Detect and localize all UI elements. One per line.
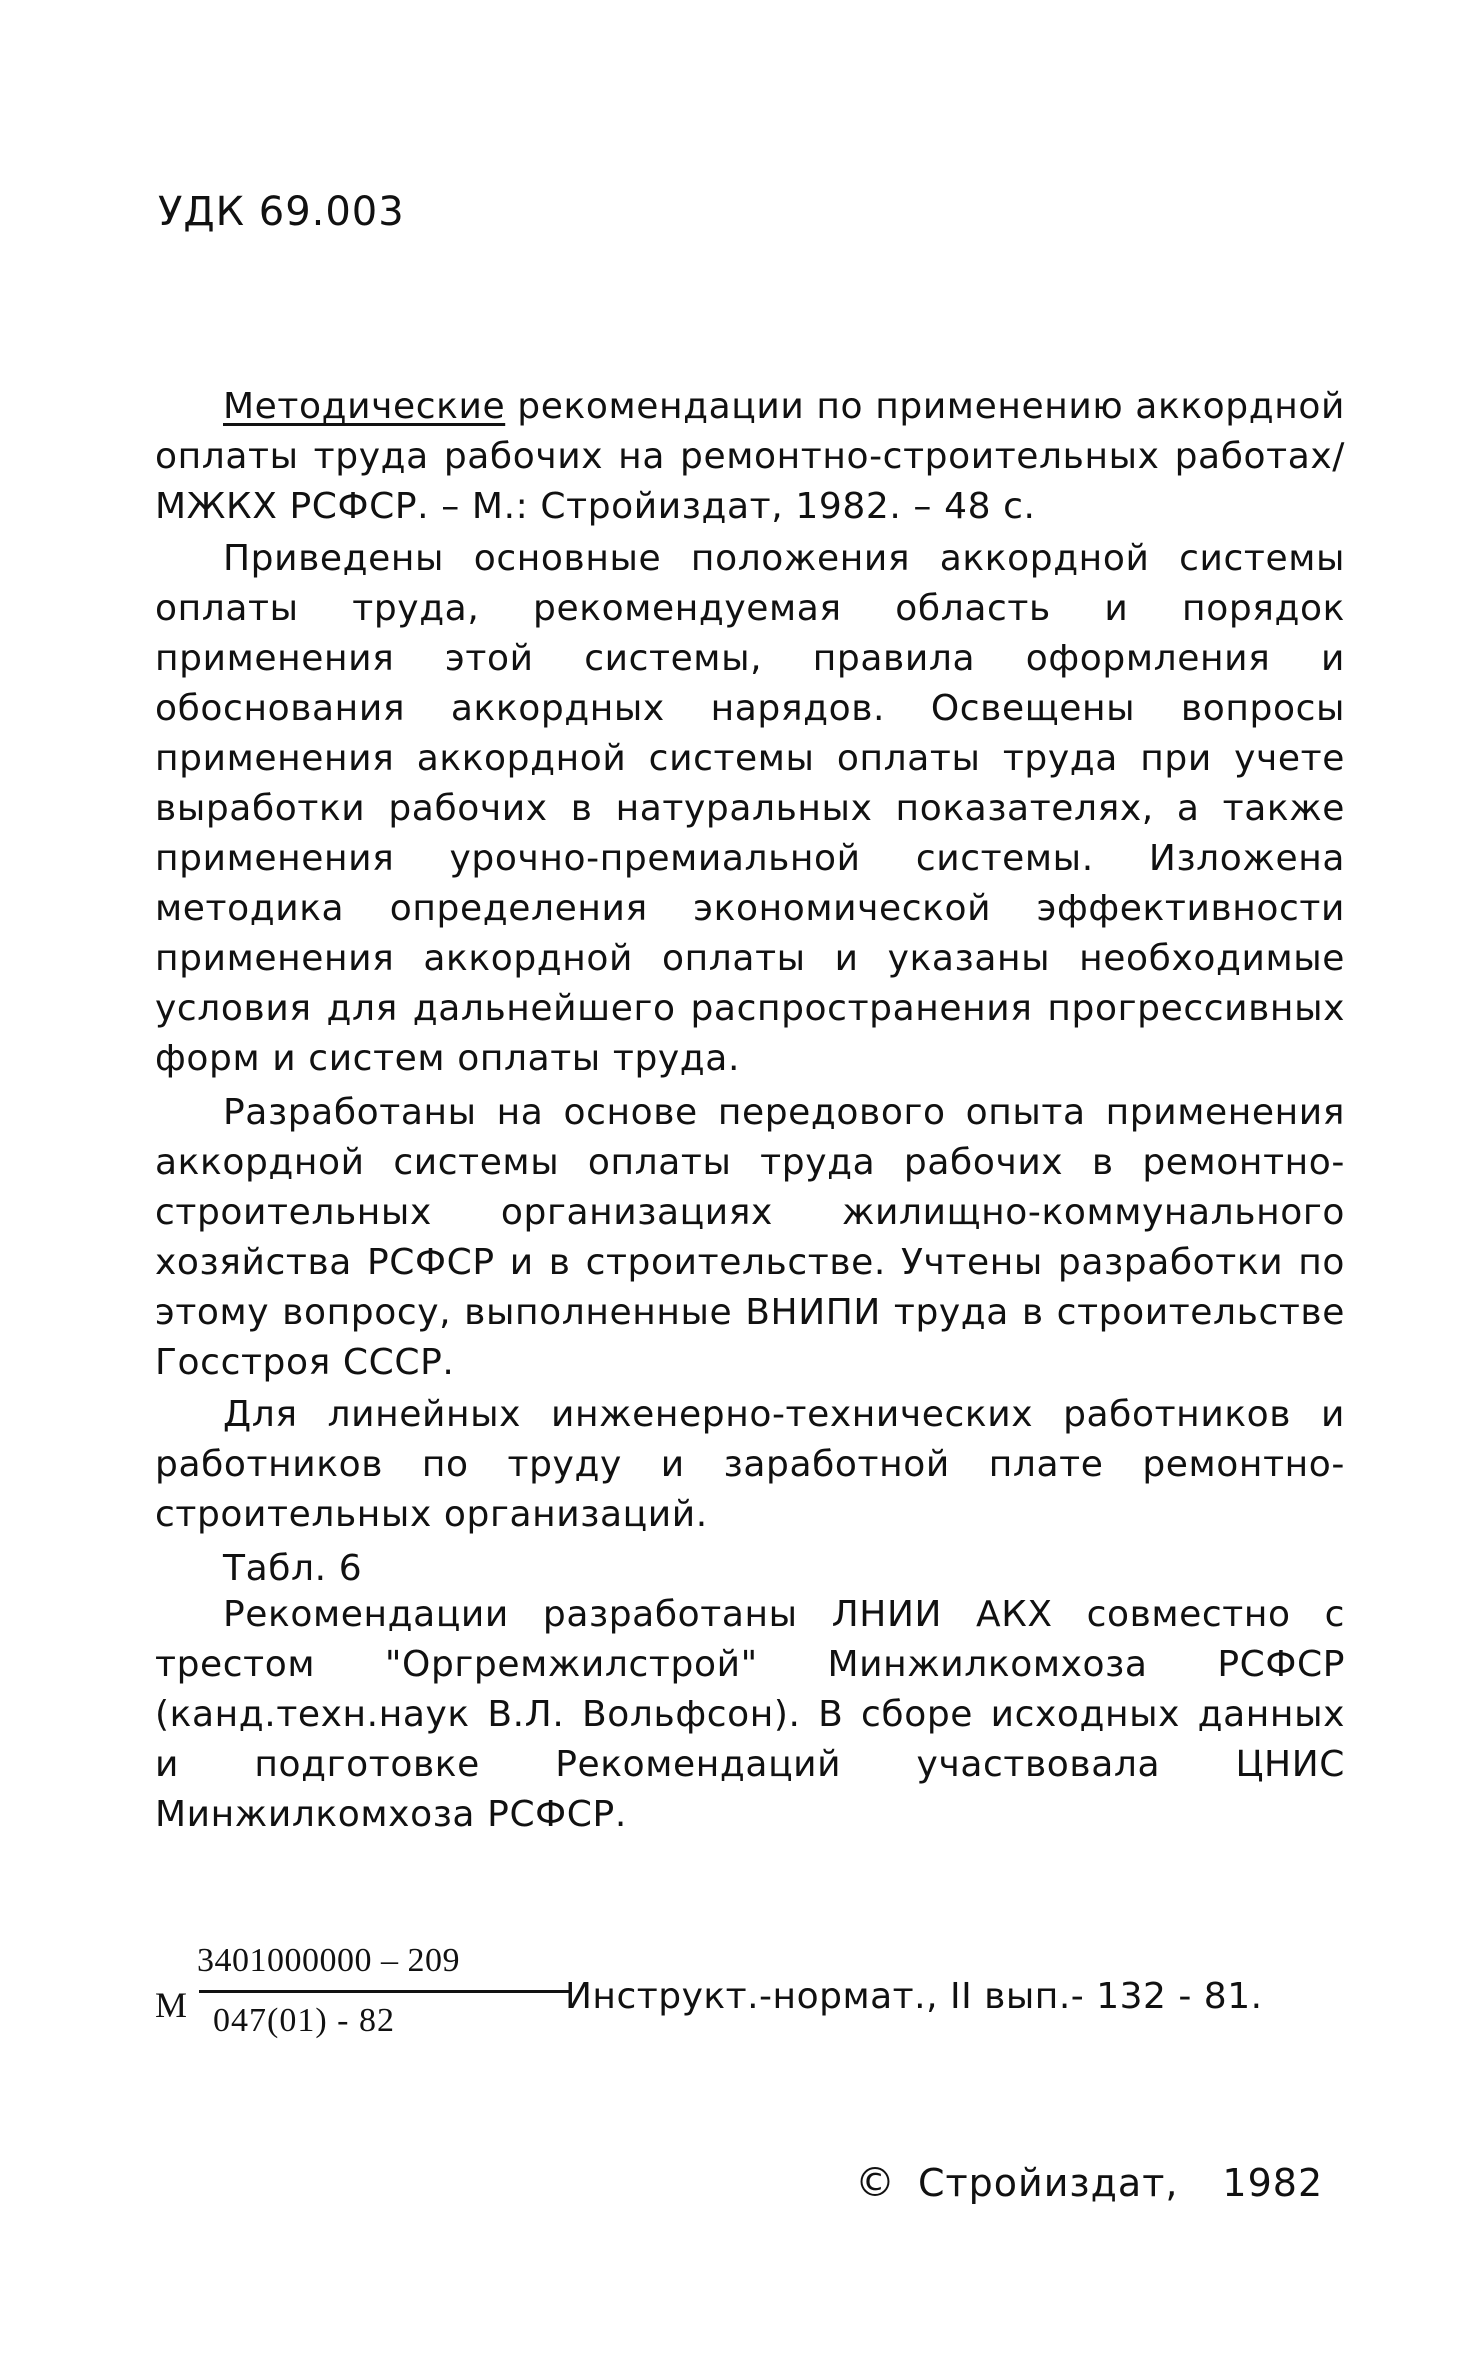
bibliographic-annotation bbox=[155, 382, 1345, 532]
index-denominator: 047(01) - 82 bbox=[213, 2002, 395, 2039]
summary-paragraph bbox=[155, 534, 1345, 1084]
authors-text: Рекомендации разработаны ЛНИИ АКХ совместно с трестом "Оргремжилстрой" Минжилкомхоза РСФСР (канд.техн.наук В.Л. Вольфсон). В сборе исходных данных и подготовке Рекомендаций участвовала ЦНИС Минжилкомхоза РСФСР. bbox=[155, 1594, 1345, 1835]
authors-paragraph bbox=[155, 1590, 1345, 1840]
developed-paragraph bbox=[155, 1088, 1345, 1388]
publication-index bbox=[155, 1942, 1355, 2062]
annotation-title-word: Методические bbox=[223, 386, 506, 427]
tables-count bbox=[155, 1544, 1345, 1594]
copyright-publisher: Стройиздат, bbox=[918, 2161, 1179, 2205]
copyright-icon: © bbox=[855, 2160, 896, 2206]
summary-text: Приведены основные положения аккордной системы оплаты труда, рекомендуемая область и порядок применения этой системы, правила оформления и обоснования аккордных нарядов. Освещены вопросы применения аккордной системы оплаты труда при учете выработки рабочих в натуральных показателях, а также применения урочно-премиальной системы. Изложена методика определения экономической эффективности применения аккордной оплаты и указаны необходимые условия для дальнейшего распространения прогрессивных форм и систем оплаты труда. bbox=[155, 538, 1345, 1079]
udk-code: УДК 69.003 bbox=[158, 189, 405, 235]
fraction-line bbox=[199, 1990, 569, 1993]
index-numerator: 3401000000 – 209 bbox=[197, 1942, 460, 1979]
annotation-text: рекомендации по применению аккордной оплаты труда рабочих на ремонтно-строительных работах/МЖКХ РСФСР. – М.: Стройиздат, 1982. – 48 с. bbox=[155, 386, 1345, 527]
audience-text: Для линейных инженерно-технических работников и работников по труду и заработной плате ремонтно-строительных организаций. bbox=[155, 1394, 1345, 1535]
copyright-year: 1982 bbox=[1222, 2161, 1324, 2205]
developed-text: Разработаны на основе передового опыта применения аккордной системы оплаты труда рабочих в ремонтно-строительных организациях жилищно-коммунального хозяйства РСФСР и в строительстве. Учтены разработки по этому вопросу, выполненные ВНИПИ труда в строительстве Госстроя СССР. bbox=[155, 1092, 1345, 1383]
index-text: Инструкт.-нормат., II вып.- 132 - 81. bbox=[565, 1976, 1263, 2017]
tables-text: Табл. 6 bbox=[223, 1548, 363, 1589]
copyright-line bbox=[855, 2160, 1323, 2206]
index-letter: М bbox=[155, 1985, 188, 2025]
audience-paragraph bbox=[155, 1390, 1345, 1540]
